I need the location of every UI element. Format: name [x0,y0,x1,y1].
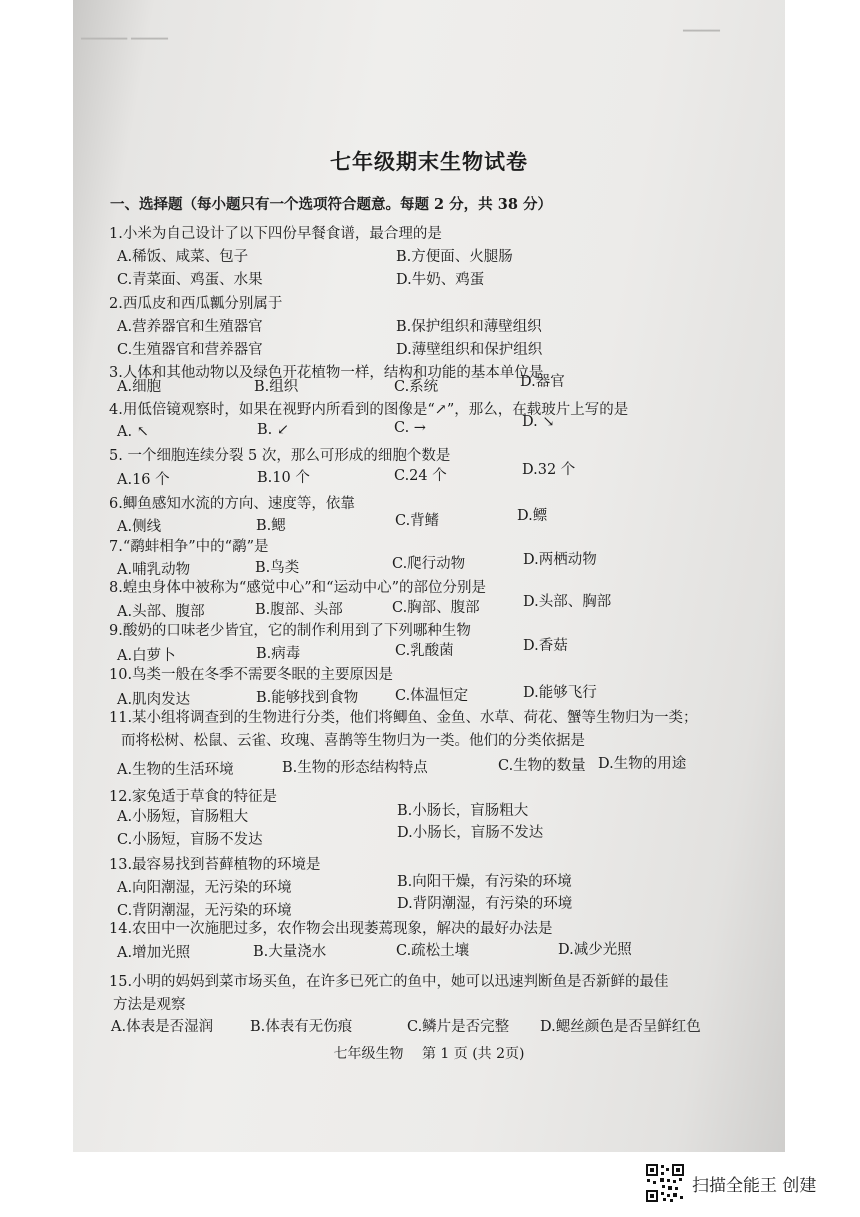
option-b: B.鸟类 [255,560,300,576]
option-a: A. ↖ [117,424,149,440]
option-a: A.小肠短，盲肠粗大 [117,809,249,825]
question-14-stem: 14.农田中一次施肥过多，农作物会出现萎蔫现象，解决的最好办法是 [109,921,553,937]
option-d: D.鳔 [517,508,548,524]
question-10-stem: 10.鸟类一般在冬季不需要冬眠的主要原因是 [109,667,394,683]
option-d: D.牛奶、鸡蛋 [396,272,485,288]
question-15-stem-continued: 方法是观察 [113,997,186,1013]
option-b: B.组织 [254,379,299,395]
option-d: D.背阴潮湿，有污染的环境 [397,896,573,912]
option-c: C. → [394,420,426,436]
bleed-through-text: ▔▔▔▔ [683,30,720,44]
option-a: A.增加光照 [117,945,191,961]
option-a: A.稀饭、咸菜、包子 [117,249,249,265]
option-a: A.白萝卜 [117,648,176,664]
question-13-options [117,870,757,919]
option-a: A.16 个 [117,472,170,488]
option-b: B.保护组织和薄壁组织 [396,319,542,335]
question-15-stem: 15.小明的妈妈到菜市场买鱼，在许多已死亡的鱼中，她可以迅速判断鱼是否新鲜的最佳 [109,974,669,990]
option-a: A.肌肉发达 [117,692,191,708]
option-b: B.能够找到食物 [256,690,359,706]
question-12-options [117,799,757,848]
option-c: C.生殖器官和营养器官 [117,342,263,358]
question-4-stem: 4.用低倍镜观察时，如果在视野内所看到的图像是“↗”，那么，在载玻片上写的是 [109,402,629,418]
exam-sheet [73,0,785,1152]
option-b: B.鳃 [256,518,286,534]
question-14-options [117,937,757,959]
exam-title: 七年级期末生物试卷 [330,149,528,174]
question-1-stem: 1.小米为自己设计了以下四份早餐食谱，最合理的是 [109,226,442,242]
page-footer: 七年级生物 第 1 页 (共 2页) [333,1046,525,1062]
option-c: C.24 个 [394,468,447,484]
question-15-options [111,1014,751,1036]
option-c: C.乳酸菌 [395,643,454,659]
option-b: B.10 个 [257,470,310,486]
question-3-stem: 3.人体和其他动物以及绿色开花植物一样，结构和功能的基本单位是 [109,365,544,381]
option-b: B.病毒 [256,646,301,662]
question-7-stem: 7.“鹬蚌相争”中的“鹬”是 [109,539,269,555]
question-11-options [117,752,757,778]
option-d: D.鳃丝颜色是否呈鲜红色 [540,1019,701,1035]
question-8-stem: 8.蝗虫身体中被称为“感觉中心”和“运动中心”的部位分别是 [109,580,486,596]
qr-code-icon [645,1163,685,1203]
question-13-stem: 13.最容易找到苔藓植物的环境是 [109,857,321,873]
option-a: A.哺乳动物 [117,562,191,578]
question-9-stem: 9.酸奶的口味老少皆宜，它的制作利用到了下列哪种生物 [109,623,471,639]
option-a: A.侧线 [117,519,162,535]
option-d: D.香菇 [523,638,568,654]
option-b: B.向阳干燥，有污染的环境 [397,874,572,890]
option-b: B.方便面、火腿肠 [396,249,513,265]
question-2-stem: 2.西瓜皮和西瓜瓤分别属于 [109,296,283,312]
option-c: C.体温恒定 [395,688,469,704]
option-d: D.32 个 [522,462,576,478]
bleed-through-text: ▔▔▔▔▔ ▔▔▔▔ [81,38,168,52]
option-a: A.细胞 [117,379,162,395]
question-4-options [117,414,757,442]
option-c: C.胸部、腹部 [392,600,480,616]
question-5-options [117,464,757,486]
option-d: D.两栖动物 [523,552,597,568]
option-a: A.生物的生活环境 [117,762,234,778]
option-a: A.体表是否湿润 [111,1019,214,1035]
question-8-options [117,594,757,620]
option-c: C.鳞片是否完整 [407,1019,510,1035]
option-c: C.背鳍 [395,513,440,529]
question-11-stem-continued: 而将松树、松鼠、云雀、玫瑰、喜鹊等生物归为一类。他们的分类依据是 [121,733,585,749]
option-d: D.生物的用途 [598,756,687,772]
option-c: C.疏松土壤 [396,943,470,959]
option-b: B.腹部、头部 [255,602,343,618]
question-6-options [117,508,757,535]
option-b: B.体表有无伤痕 [250,1019,353,1035]
option-c: C.背阴潮湿，无污染的环境 [117,903,292,919]
question-2-options [117,315,757,361]
option-a: A.头部、腹部 [117,604,205,620]
section-heading: 一、选择题（每小题只有一个选项符合题意。每题 2 分，共 38 分） [110,196,552,213]
question-9-options [117,638,757,664]
question-6-stem: 6.鲫鱼感知水流的方向、速度等，依靠 [109,496,355,512]
scanner-watermark-label: 扫描全能王 创建 [692,1176,817,1196]
option-b: B. ↙ [257,422,290,438]
option-d: D.减少光照 [558,942,632,958]
option-d: D.能够飞行 [523,685,597,701]
option-d: D.头部、胸部 [523,594,612,610]
option-d: D. ↘ [522,414,555,430]
option-c: C.生物的数量 [498,758,586,774]
option-d: D.器官 [520,374,565,390]
question-11-stem: 11.某小组将调查到的生物进行分类，他们将鲫鱼、金鱼、水草、荷花、蟹等生物归为一类； [109,710,698,726]
option-b: B.大量浇水 [253,944,327,960]
option-c: C.小肠短，盲肠不发达 [117,832,263,848]
option-b: B.小肠长，盲肠粗大 [397,803,529,819]
question-3-options [117,375,757,397]
question-10-options [117,682,757,708]
question-12-stem: 12.家兔适于草食的特征是 [109,789,278,805]
option-a: A.营养器官和生殖器官 [117,319,263,335]
option-a: A.向阳潮湿，无污染的环境 [117,880,292,896]
scanned-exam-photo [73,0,785,1152]
question-5-stem: 5. 一个细胞连续分裂 5 次，那么可形成的细胞个数是 [109,448,451,464]
option-b: B.生物的形态结构特点 [282,760,428,776]
option-d: D.小肠长，盲肠不发达 [397,825,544,841]
option-c: C.爬行动物 [392,556,466,572]
option-d: D.薄壁组织和保护组织 [396,342,543,358]
option-c: C.系统 [394,379,439,395]
option-c: C.青菜面、鸡蛋、水果 [117,272,263,288]
question-1-options [117,245,757,291]
question-7-options [117,552,757,578]
